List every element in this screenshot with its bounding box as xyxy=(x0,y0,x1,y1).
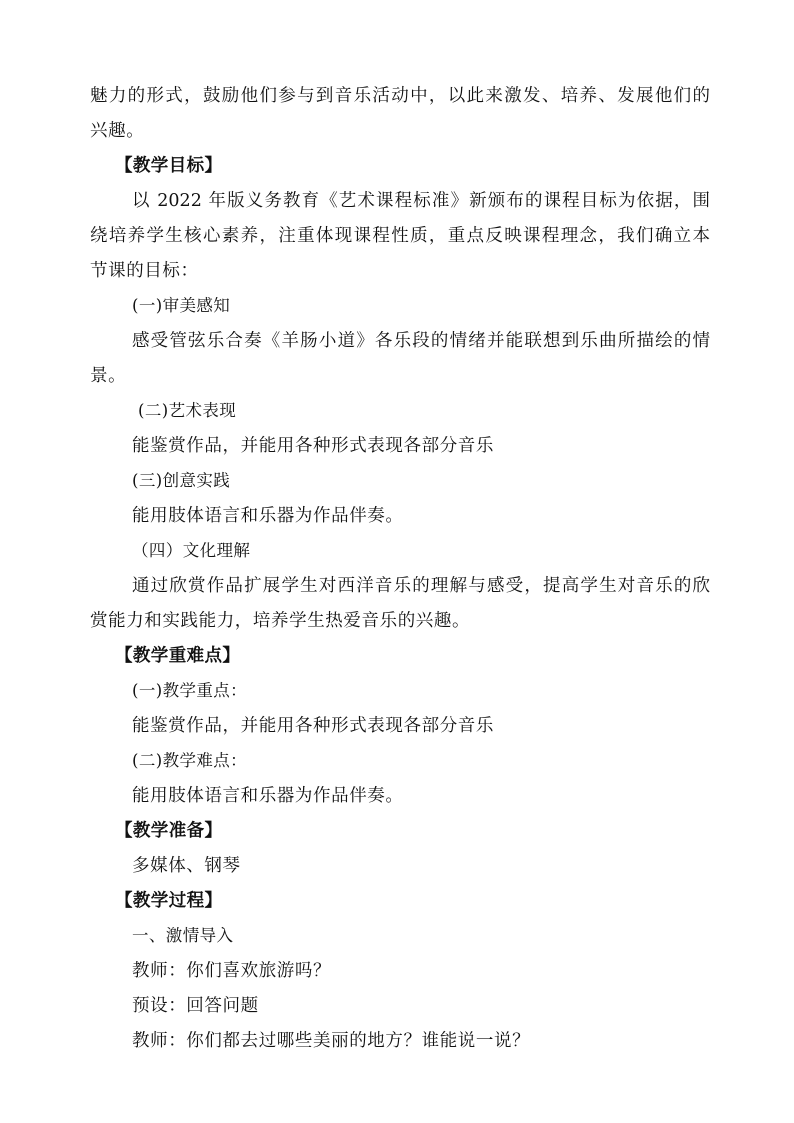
objective-expression-text: 能鉴赏作品，并能用各种形式表现各部分音乐 xyxy=(132,436,494,456)
process-heading: 【教学过程】 xyxy=(115,891,223,911)
teaching-difficulty-label: (二)教学难点： xyxy=(132,751,248,770)
objective-aesthetic-text-line-2: 景。 xyxy=(90,366,127,386)
teaching-focus-label: (一)教学重点： xyxy=(132,681,248,700)
teaching-focus-text: 能鉴赏作品，并能用各种形式表现各部分音乐 xyxy=(132,716,494,736)
objective-expression-label: (二)艺术表现 xyxy=(138,401,237,420)
process-line-1: 教师：你们喜欢旅游吗？ xyxy=(132,961,332,981)
key-points-heading: 【教学重难点】 xyxy=(115,646,241,666)
objectives-intro-line-3: 节课的目标： xyxy=(90,261,199,281)
teaching-difficulty-text: 能用肢体语言和乐器为作品伴奏。 xyxy=(132,786,404,806)
preparation-heading: 【教学准备】 xyxy=(115,821,223,841)
objective-culture-label: （四）文化理解 xyxy=(132,541,251,560)
intro-line-2: 兴趣。 xyxy=(90,121,145,141)
objective-aesthetic-text-line-1: 感受管弦乐合奏《羊肠小道》各乐段的情绪并能联想到乐曲所描绘的情 xyxy=(132,331,710,351)
objective-creative-text: 能用肢体语言和乐器为作品伴奏。 xyxy=(132,506,404,526)
objectives-heading: 【教学目标】 xyxy=(115,156,223,176)
objective-culture-text-line-2: 赏能力和实践能力，培养学生热爱音乐的兴趣。 xyxy=(90,611,471,631)
intro-line-1: 魅力的形式，鼓励他们参与到音乐活动中，以此来激发、培养、发展他们的 xyxy=(90,86,710,106)
process-line-3: 教师：你们都去过哪些美丽的地方？谁能说一说？ xyxy=(132,1031,531,1051)
process-step-1-label: 一、激情导入 xyxy=(132,926,234,945)
objective-culture-text-line-1: 通过欣赏作品扩展学生对西洋音乐的理解与感受，提高学生对音乐的欣 xyxy=(132,576,710,596)
objective-aesthetic-label: (一)审美感知 xyxy=(132,296,231,315)
objectives-intro-line-1: 以 2022 年版义务教育《艺术课程标准》新颁布的课程目标为依据，围 xyxy=(132,191,710,211)
objectives-intro-line-2: 绕培养学生核心素养，注重体现课程性质，重点反映课程理念，我们确立本 xyxy=(90,226,710,246)
preparation-text: 多媒体、钢琴 xyxy=(132,856,241,876)
process-line-2: 预设：回答问题 xyxy=(132,996,259,1016)
objective-creative-label: (三)创意实践 xyxy=(132,471,231,490)
